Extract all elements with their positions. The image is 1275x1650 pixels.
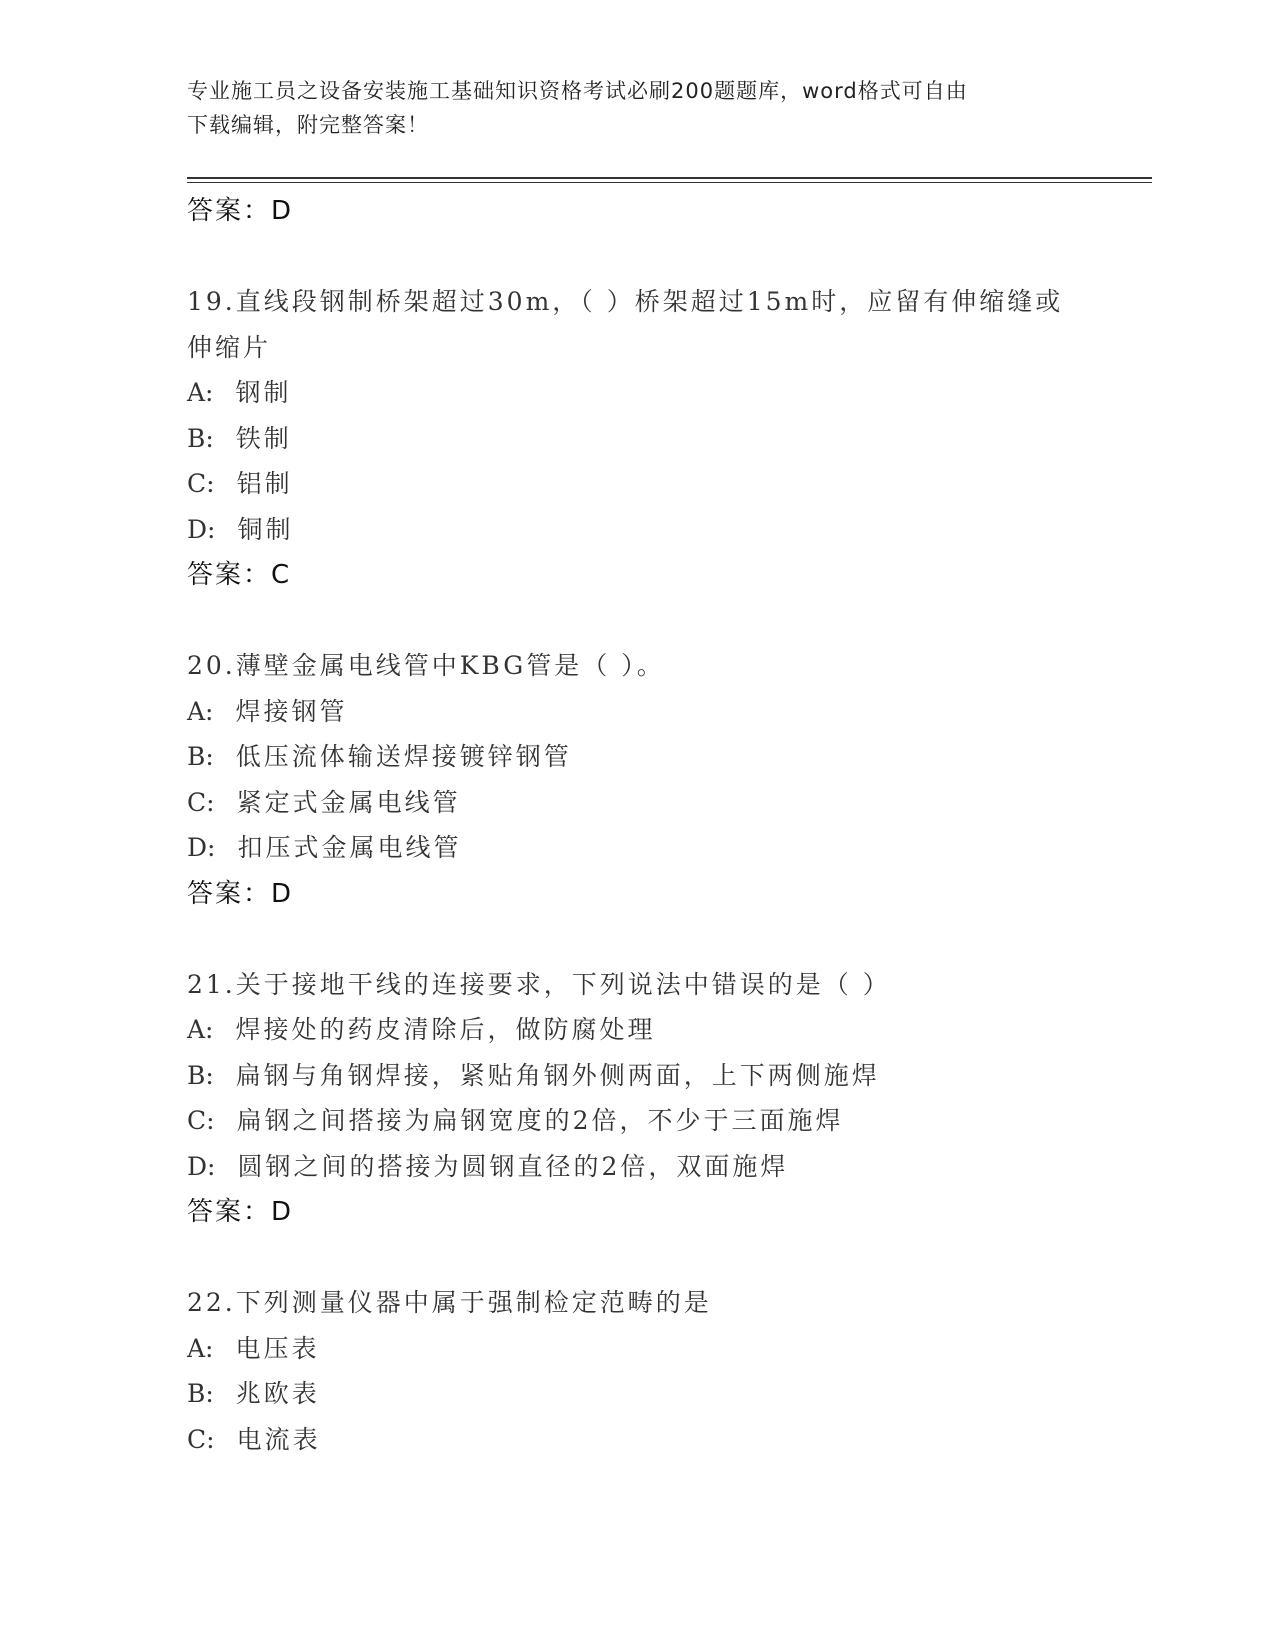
option-text: 电流表 [236, 1424, 321, 1454]
option-letter: B: [187, 423, 214, 453]
option-a [187, 1326, 1127, 1372]
question-block [187, 1280, 1127, 1462]
option-text: 扁钢与角钢焊接，紧贴角钢外侧两面，上下两侧施焊 [235, 1060, 880, 1090]
document-header [187, 74, 1087, 142]
option-text: 铁制 [235, 423, 292, 453]
question-block [187, 643, 1127, 917]
document-body [187, 188, 1127, 1462]
option-text: 低压流体输送焊接镀锌钢管 [235, 742, 572, 771]
answer-line [187, 871, 1127, 917]
option-text: 兆欧表 [235, 1379, 320, 1408]
question-text [187, 1280, 1127, 1326]
option-letter: C: [187, 787, 215, 817]
option-text: 钢制 [235, 378, 292, 407]
option-letter: A: [187, 1015, 214, 1044]
answer-label: 答案： [187, 196, 272, 226]
answer-label: 答案： [187, 1197, 272, 1227]
option-b [187, 1371, 1127, 1417]
answer-line [187, 552, 1127, 598]
answer-value: D [271, 196, 292, 226]
answer-value: C [271, 560, 290, 590]
option-b [187, 416, 1127, 462]
question-text-line: 19.直线段钢制桥架超过30m，（ ）桥架超过15m时，应留有伸缩缝或 [187, 287, 1064, 316]
answer-value: D [271, 1197, 292, 1227]
question-text [187, 962, 1127, 1008]
option-letter: B: [187, 1379, 214, 1408]
option-letter: B: [187, 742, 214, 771]
question-block [187, 279, 1127, 598]
question-text [187, 643, 1127, 689]
option-d [187, 507, 1127, 553]
option-text: 铝制 [236, 469, 293, 498]
option-letter: C: [187, 1424, 215, 1454]
option-letter: C: [187, 469, 215, 498]
question-text [187, 279, 1127, 370]
option-text: 圆钢之间的搭接为圆钢直径的2倍，双面施焊 [237, 1151, 789, 1181]
option-c [187, 1098, 1127, 1144]
answer-line [187, 1189, 1127, 1235]
header-line-1: 专业施工员之设备安装施工基础知识资格考试必刷200题题库，word格式可自由 [187, 79, 968, 103]
option-letter: D: [187, 1151, 216, 1181]
option-letter: A: [187, 696, 214, 726]
answer-label: 答案： [187, 878, 272, 909]
answer-label: 答案： [187, 560, 272, 590]
option-a [187, 689, 1127, 735]
question-text-line: 20.薄壁金属电线管中KBG管是（ ）。 [187, 651, 665, 680]
option-b [187, 734, 1127, 780]
option-c [187, 780, 1127, 826]
header-line-2: 下载编辑，附完整答案！ [187, 113, 429, 137]
option-text: 紧定式金属电线管 [236, 787, 461, 817]
option-letter: D: [187, 514, 216, 544]
option-text: 铜制 [237, 514, 294, 544]
option-letter: D: [187, 833, 216, 862]
option-text: 扁钢之间搭接为扁钢宽度的2倍，不少于三面施焊 [236, 1106, 844, 1135]
question-text-line: 22.下列测量仪器中属于强制检定范畴的是 [187, 1288, 712, 1317]
answer-line [187, 188, 1127, 234]
answer-value: D [271, 878, 292, 909]
option-text: 扣压式金属电线管 [237, 833, 462, 862]
option-letter: B: [187, 1060, 214, 1090]
option-text: 焊接钢管 [235, 696, 348, 726]
question-block [187, 962, 1127, 1236]
question-text-line: 伸缩片 [187, 332, 272, 362]
option-c [187, 461, 1127, 507]
option-d [187, 1144, 1127, 1190]
option-c [187, 1417, 1127, 1463]
option-d [187, 825, 1127, 871]
option-text: 电压表 [235, 1333, 320, 1363]
header-divider [187, 177, 1152, 183]
option-a [187, 1007, 1127, 1053]
option-letter: C: [187, 1106, 215, 1135]
question-text-line: 21.关于接地干线的连接要求，下列说法中错误的是（ ） [187, 969, 891, 999]
option-text: 焊接处的药皮清除后，做防腐处理 [235, 1015, 656, 1044]
option-letter: A: [187, 378, 214, 407]
option-a [187, 370, 1127, 416]
option-letter: A: [187, 1333, 214, 1363]
option-b [187, 1053, 1127, 1099]
